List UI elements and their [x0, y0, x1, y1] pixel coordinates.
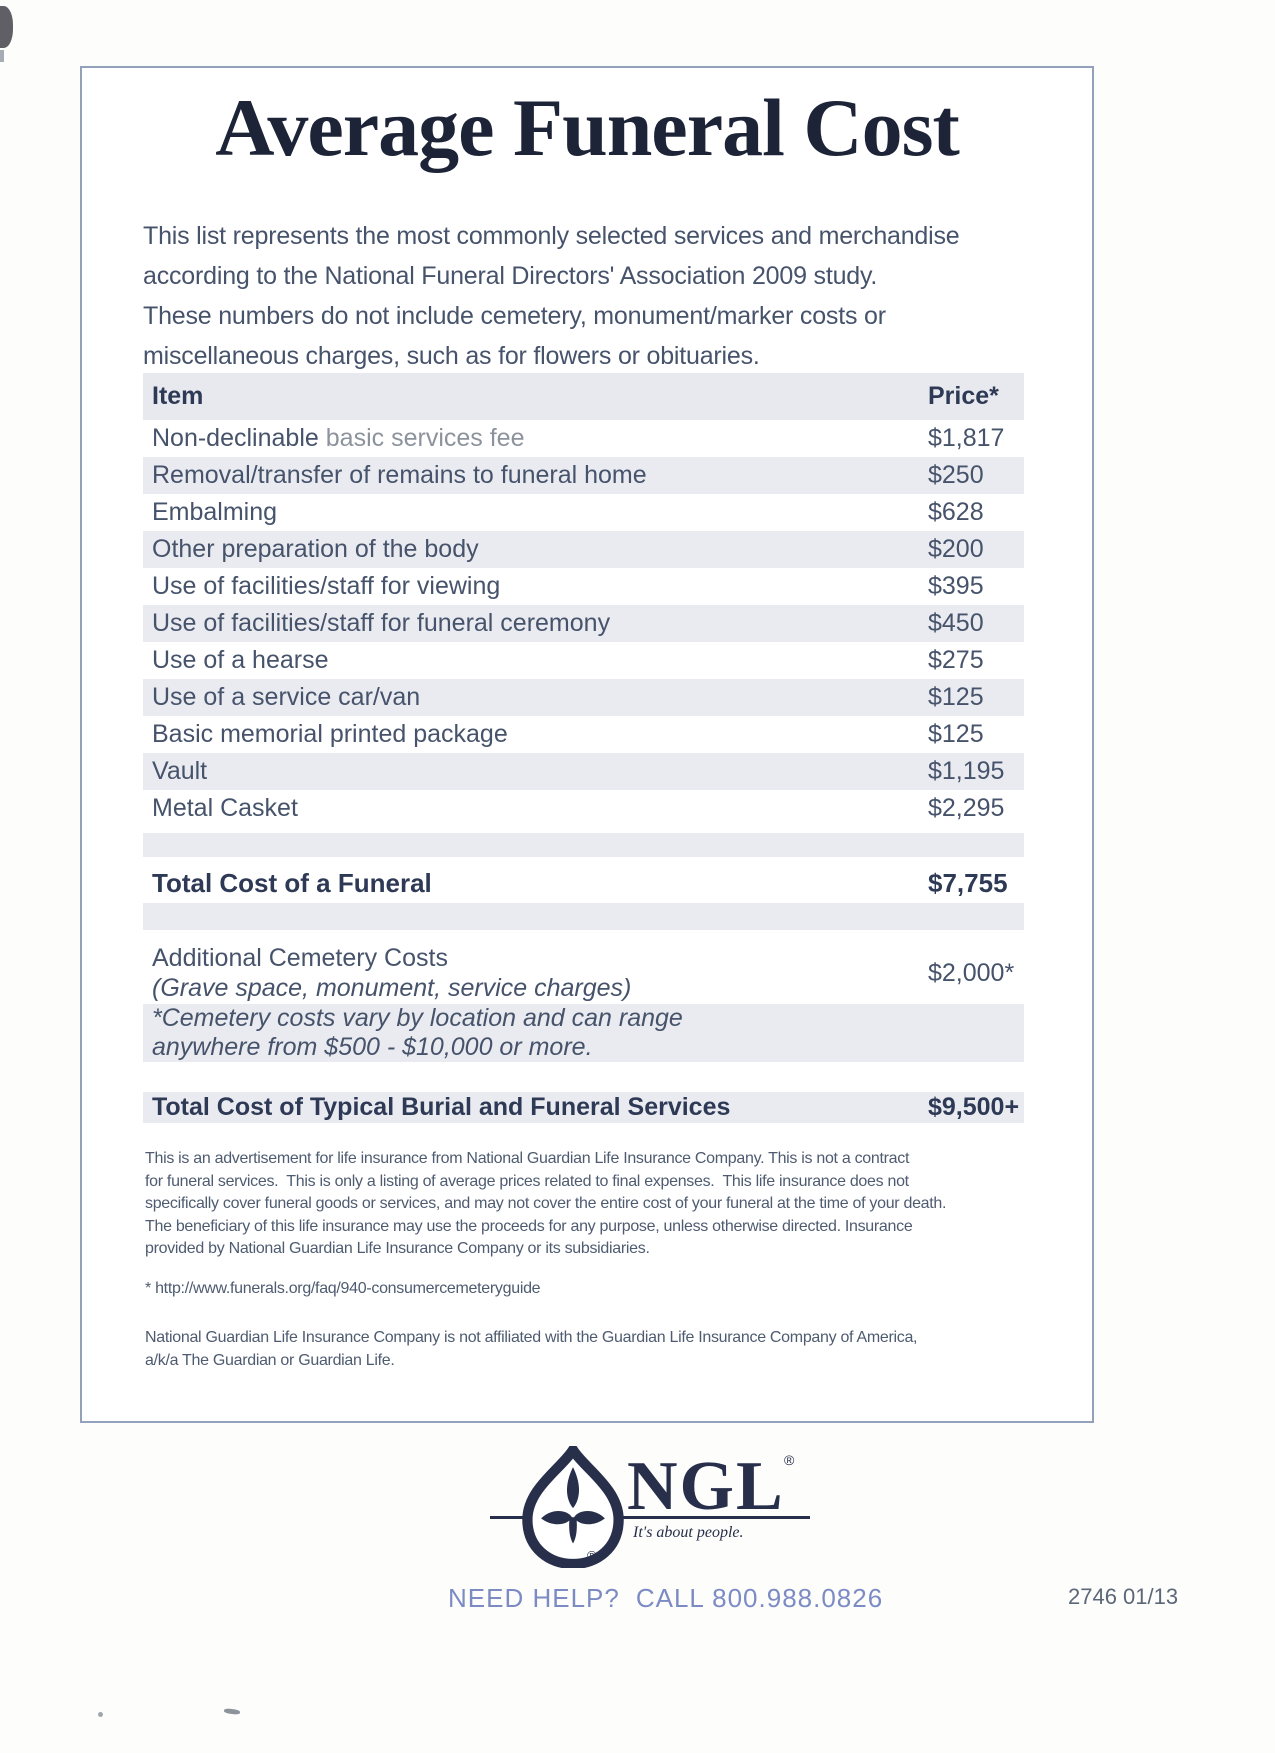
intro-paragraph	[143, 216, 960, 376]
table-header-row	[143, 373, 1024, 420]
item-cell: Basic memorial printed package	[152, 720, 508, 748]
additional-costs-label: Additional Cemetery Costs	[152, 944, 448, 972]
table-row	[143, 642, 1024, 679]
disclaimer-line: This is an advertisement for life insurance from National Guardian Life Insurance Company. This is not a contract	[145, 1150, 910, 1167]
item-column-header: Item	[152, 382, 204, 410]
table-row	[143, 605, 1024, 642]
cemetery-note-line: *Cemetery costs vary by location and can range	[152, 1004, 683, 1032]
logo-wordmark: NGL	[627, 1448, 785, 1525]
item-cell: Vault	[152, 757, 208, 785]
table-row	[143, 494, 1024, 531]
item-cell: Metal Casket	[152, 794, 298, 822]
table-row	[143, 716, 1024, 753]
affiliation-line: a/k/a The Guardian or Guardian Life.	[145, 1352, 395, 1369]
scan-artifact-edge	[0, 50, 4, 62]
item-cell: Use of facilities/staff for funeral ceremony	[152, 609, 611, 637]
item-cell	[143, 943, 631, 1003]
affiliation-paragraph	[145, 1326, 917, 1372]
item-cell: Use of a service car/van	[152, 683, 421, 711]
price-cell: $450	[928, 609, 984, 637]
item-cell: Removal/transfer of remains to funeral home	[152, 461, 647, 489]
table-row	[143, 790, 1024, 827]
total-funeral-row	[143, 865, 1024, 901]
cemetery-note	[143, 1004, 1024, 1062]
price-cell: $395	[928, 572, 984, 600]
item-cell: Non-declinable basic services fee	[152, 424, 525, 452]
item-cell: Use of facilities/staff for viewing	[152, 572, 501, 600]
scan-speck	[224, 1708, 240, 1715]
stripe-spacer	[143, 833, 1024, 857]
intro-line: These numbers do not include cemetery, monument/marker costs or	[143, 302, 886, 330]
table-row	[143, 568, 1024, 605]
logo-tagline: It's about people.	[633, 1524, 744, 1541]
grand-total-row	[143, 1092, 1024, 1123]
disclaimer-line: The beneficiary of this life insurance may use the proceeds for any purpose, unless otherwise directed. Insurance	[145, 1217, 913, 1235]
scan-artifact-corner	[0, 6, 13, 48]
ngl-droplet-logo-icon	[516, 1446, 630, 1568]
form-number: 2746 01/13	[1068, 1584, 1179, 1609]
cemetery-note-line: anywhere from $500 - $10,000 or more.	[152, 1033, 593, 1061]
need-help-text: NEED HELP?	[448, 1583, 620, 1613]
table-row	[143, 420, 1024, 457]
price-cell: $7,755	[928, 867, 1008, 898]
call-phone-number: CALL 800.988.0826	[635, 1583, 884, 1613]
item-cell: Total Cost of a Funeral	[152, 867, 432, 898]
need-help-line	[448, 1583, 883, 1614]
price-cell: $9,500+	[928, 1093, 1020, 1121]
price-cell: $2,000*	[928, 958, 1015, 987]
price-column-header: Price*	[928, 382, 999, 410]
price-cell: $1,195	[928, 757, 1005, 785]
price-cell: $250	[928, 461, 984, 489]
item-cell: Use of a hearse	[152, 646, 329, 674]
price-cell: $125	[928, 683, 984, 711]
disclaimer-line: provided by National Guardian Life Insurance Company or its subsidiaries.	[145, 1240, 650, 1257]
document-frame	[80, 66, 1094, 1423]
price-cell: $2,295	[928, 794, 1005, 822]
scan-speck	[98, 1712, 103, 1717]
price-cell: $125	[928, 720, 984, 748]
stripe-spacer	[143, 903, 1024, 930]
table-row	[143, 531, 1024, 568]
price-cell: $275	[928, 646, 984, 674]
registered-trademark-icon: ®	[784, 1452, 795, 1468]
source-note: * http://www.funerals.org/faq/940-consumercemeteryguide	[145, 1280, 541, 1297]
item-cell: Total Cost of Typical Burial and Funeral Services	[152, 1093, 731, 1121]
intro-line: according to the National Funeral Directors' Association 2009 study.	[143, 262, 878, 290]
additional-costs-detail: (Grave space, monument, service charges)	[152, 974, 632, 1002]
registered-trademark-icon: ®	[587, 1548, 597, 1563]
disclaimer-paragraph	[145, 1148, 946, 1261]
table-row	[143, 457, 1024, 494]
disclaimer-line: specifically cover funeral goods or services, and may not cover the entire cost of your funeral at the time of your death.	[145, 1195, 947, 1212]
affiliation-line: National Guardian Life Insurance Company is not affiliated with the Guardian Life Insurance Company of America,	[145, 1329, 918, 1346]
price-cell: $200	[928, 535, 984, 563]
additional-cemetery-costs-row	[143, 942, 1024, 1004]
table-row	[143, 753, 1024, 790]
item-cell: Other preparation of the body	[152, 535, 479, 563]
page-title: Average Funeral Cost	[215, 82, 959, 173]
price-table	[143, 420, 1024, 827]
table-row	[143, 679, 1024, 716]
intro-line: This list represents the most commonly selected services and merchandise	[143, 222, 960, 250]
price-cell: $628	[928, 498, 984, 526]
disclaimer-line: for funeral services. This is only a listing of average prices related to final expenses. This life insurance does not	[145, 1172, 909, 1190]
item-cell: Embalming	[152, 498, 278, 526]
item-cell-light-text: basic services fee	[325, 424, 525, 452]
intro-line: miscellaneous charges, such as for flowers or obituaries.	[143, 342, 760, 370]
price-cell: $1,817	[928, 424, 1005, 452]
